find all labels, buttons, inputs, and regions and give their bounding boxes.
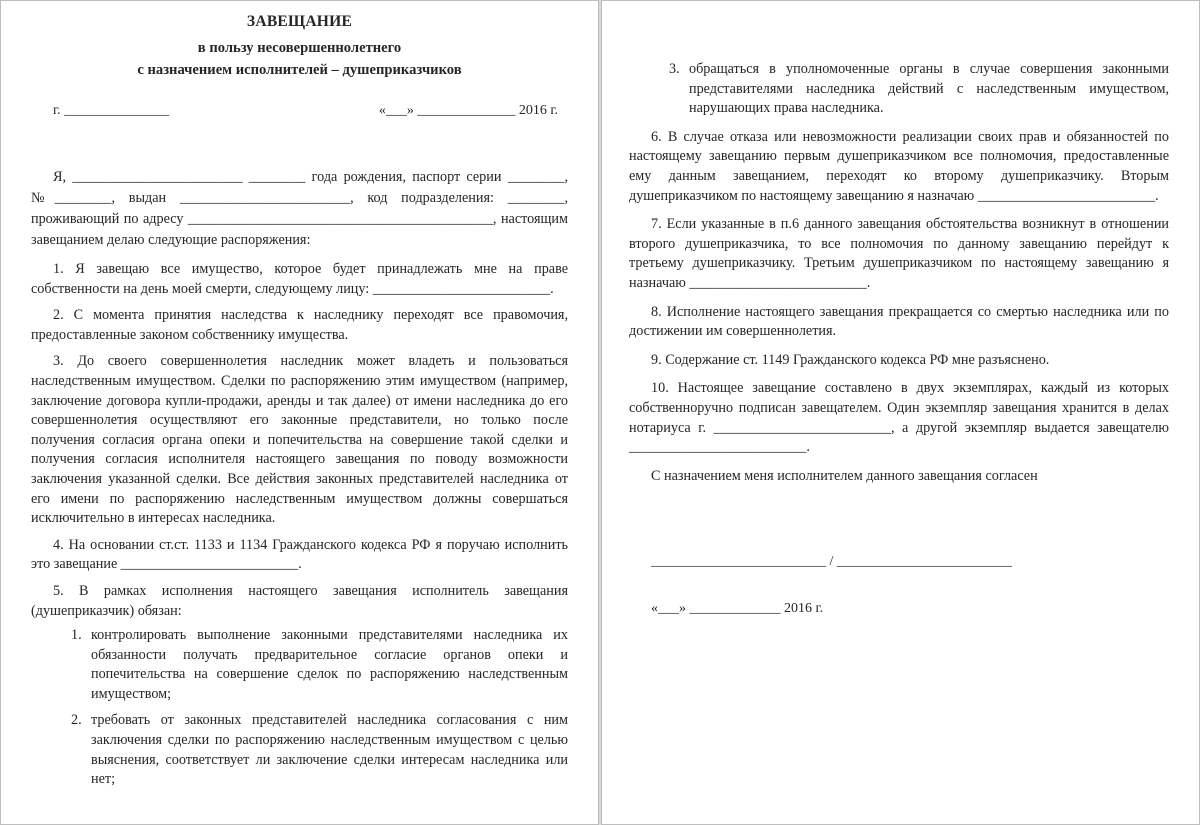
list-item-text: обращаться в уполномоченные органы в случае совершения законными представителями наследника действий с наследственным имуществом, нарушающих права наследника. — [689, 61, 1169, 117]
clause-3: 3. До своего совершеннолетия наследник может владеть и пользоваться наследственным имуществом. Сделки по распоряжению этим имуществом (например, заключение договора купли-продажи, аренды и так далее) от имени наследника до его совершеннолетия осуществляют его законные представители, но только после получения согласия органа опеки и попечительства на совершение такой сделки и получения согласия исполнителя настоящего завещания по поводу возможности заключения указанной сделки. Все действия законных представителей наследника от его имени по распоряжению наследственным имуществом должны совершаться исключительно в интересах наследника. — [31, 353, 568, 527]
list-item-number: 3. — [669, 61, 680, 77]
list-item-number: 2. — [71, 712, 82, 729]
clause-2: 2. С момента принятия наследства к наследнику переходят все правомочия, предоставленные законом собственнику имущества. — [31, 307, 568, 343]
executor-consent: С назначением меня исполнителем данного завещания согласен — [651, 467, 1038, 484]
executor-duties-list-continued — [629, 60, 1169, 119]
document-subtitle-1: в пользу несовершеннолетнего — [197, 40, 402, 56]
intro-paragraph: Я, ________________________ ________ года рождения, паспорт серии ________, №________, выдан ________________________, код подразделения: ________, проживающий по адресу ___________________________________________, настоящим завещанием делаю следующие распоряжения: — [31, 169, 568, 248]
list-item-number: 1. — [71, 627, 82, 644]
signature-line: _________________________ / _________________________ — [651, 554, 1012, 570]
list-item-text: контролировать выполнение законными представителями наследника их обязанности получать предварительное согласие органов опеки и попечительства на совершение сделок по распоряжению наследственным имуществом; — [91, 627, 568, 702]
consent-date: «___» _____________ 2016 г. — [651, 601, 824, 617]
list-item — [71, 626, 568, 704]
document-page-2 — [601, 0, 1200, 825]
clause-5: 5. В рамках исполнения настоящего завещания исполнитель завещания (душеприказчик) обязан: — [31, 582, 568, 619]
executor-duties-list — [31, 626, 568, 790]
clause-10: 10. Настоящее завещание составлено в двух экземплярах, каждый из которых собственноручно подписан завещателем. Один экземпляр завещания хранится в делах нотариуса г. _________________________, а другой экземпляр выдается завещателю _________________________. — [629, 380, 1169, 456]
clause-9: 9. Содержание ст. 1149 Гражданского кодекса РФ мне разъяснено. — [651, 351, 1050, 368]
document-page-1 — [0, 0, 599, 825]
clause-7: 7. Если указанные в п.6 данного завещания обстоятельства возникнут в отношении второго душеприказчика, то все полномочия по данному завещанию перейдут к третьему душеприказчику. Третьим душеприказчиком по настоящему завещанию я назначаю _________________________. — [629, 216, 1169, 291]
clause-4: 4. На основании ст.ст. 1133 и 1134 Гражданского кодекса РФ я поручаю исполнить это завещание _________________________. — [31, 536, 568, 573]
place-date-line — [53, 103, 558, 119]
list-item — [71, 711, 568, 789]
clause-6: 6. В случае отказа или невозможности реализации своих прав и обязанностей по настоящему завещанию первым душеприказчиком все полномочия, предоставленные ему данным завещанием, переходят ко второму душеприказчику. Вторым душеприказчиком по настоящему завещанию я назначаю _________________________. — [629, 128, 1169, 204]
clause-8: 8. Исполнение настоящего завещания прекращается со смертью наследника или по достижении им совершеннолетия. — [629, 303, 1169, 340]
document-title: ЗАВЕЩАНИЕ — [246, 13, 353, 30]
list-item-text: требовать от законных представителей наследника согласования с ним заключения сделки по распоряжению наследственным имуществом с целью выяснения, соответствует ли заключение сделки интересам наследника или нет; — [91, 712, 568, 788]
document-subtitle-2: с назначением исполнителей – душеприказчиков — [137, 62, 462, 78]
clause-1: 1. Я завещаю все имущество, которое будет принадлежать мне на праве собственности на день моей смерти, следующему лицу: _________________________. — [31, 261, 568, 297]
list-item — [669, 60, 1169, 119]
date-field: «___» ______________ 2016 г. — [378, 103, 558, 118]
city-field: г. _______________ — [53, 103, 170, 118]
